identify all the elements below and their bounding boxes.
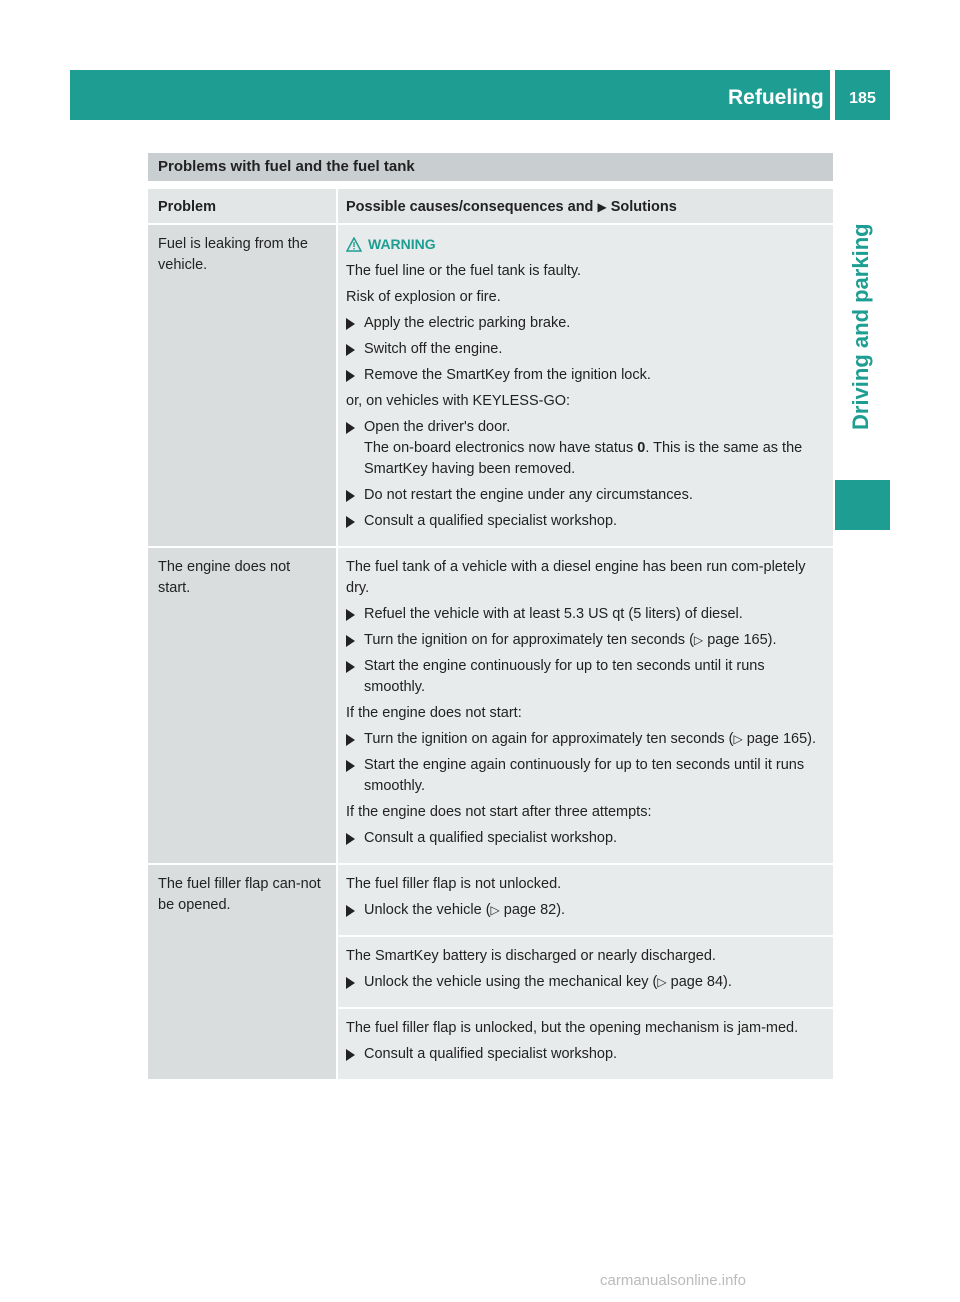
arrow-icon: ▶ (597, 200, 607, 214)
problem-cell: Fuel is leaking from the vehicle. (148, 225, 336, 548)
list-item: Refuel the vehicle with at least 5.3 US qt (5 liters) of diesel. (346, 604, 827, 625)
list-item: Unlock the vehicle (▷ page 82). (346, 900, 827, 921)
step-arrow-icon (346, 977, 355, 989)
list-item: Turn the ignition on again for approximately ten seconds (▷ page 165). (346, 729, 827, 750)
problems-table (148, 189, 833, 1081)
col-header-solutions: Possible causes/consequences and ▶ Solutions (338, 189, 833, 225)
table-row (148, 548, 833, 865)
step-arrow-icon (346, 905, 355, 917)
page-ref-icon: ▷ (657, 975, 667, 989)
chapter-marker (835, 480, 890, 530)
page-ref-icon: ▷ (733, 732, 743, 746)
step-arrow-icon (346, 516, 355, 528)
page-ref-icon: ▷ (693, 633, 704, 647)
step-arrow-icon (346, 833, 355, 845)
solution-cell: The SmartKey battery is discharged or nearly discharged. Unlock the vehicle using the mechanical key (▷ page 84). (338, 937, 833, 1009)
warning-label: WARNING (346, 234, 827, 255)
step-arrow-icon (346, 370, 355, 382)
list-item: Turn the ignition on for approximately ten seconds (▷ page 165). (346, 630, 827, 651)
warning-icon (346, 237, 362, 252)
step-arrow-icon (346, 635, 355, 647)
footer-watermark[interactable]: carmanualsonline.info (600, 1272, 746, 1289)
list-item: Start the engine again continuously for up to ten seconds until it runs smoothly. (346, 755, 827, 797)
section-title: Problems with fuel and the fuel tank (148, 153, 833, 181)
problem-cell: The engine does not start. (148, 548, 336, 865)
col-header-problem: Problem (148, 189, 336, 225)
list-item: Remove the SmartKey from the ignition lock. (346, 365, 827, 386)
step-arrow-icon (346, 490, 355, 502)
table-row (148, 225, 833, 548)
page-ref-icon: ▷ (490, 903, 500, 917)
step-arrow-icon (346, 344, 355, 356)
list-item: Start the engine continuously for up to ten seconds until it runs smoothly. (346, 656, 827, 698)
step-arrow-icon (346, 422, 355, 434)
step-arrow-icon (346, 318, 355, 330)
step-arrow-icon (346, 661, 355, 673)
solution-cell: The fuel tank of a vehicle with a diesel engine has been run com-pletely dry. Refuel the vehicle with at least 5.3 US qt (5 liters) of diesel. Turn the ignition on for approximately ten seconds (▷ page 165). Start the engine continuously for up to ten seconds until it runs smoothly. If the engine does not start: Turn the ignition on again for approximately ten seconds (▷ page 165). Start the engine again continuously for up to ten seconds until it runs smoothly. If the engine does not start after three attempts: Consult a qualified specialist workshop. (338, 548, 833, 865)
chapter-label-text: Driving and parking (848, 223, 873, 430)
table-row (148, 865, 833, 1081)
list-item: Do not restart the engine under any circumstances. (346, 485, 827, 506)
solution-cell: The fuel filler flap is not unlocked. Unlock the vehicle (▷ page 82). (338, 865, 833, 937)
page-title: Refueling (728, 86, 824, 109)
list-item: Consult a qualified specialist workshop. (346, 828, 827, 849)
list-item: Open the driver's door. The on-board electronics now have status 0. This is the same as the SmartKey having been removed. (346, 417, 827, 480)
step-arrow-icon (346, 1049, 355, 1061)
table-header (148, 189, 833, 225)
step-arrow-icon (346, 760, 355, 772)
list-item: Consult a qualified specialist workshop. (346, 1044, 827, 1065)
solution-cell: The fuel filler flap is unlocked, but the opening mechanism is jam-med. Consult a qualified specialist workshop. (338, 1009, 833, 1081)
list-item: Apply the electric parking brake. (346, 313, 827, 334)
solution-cell-group (338, 865, 833, 1081)
page-number: 185 (835, 70, 890, 120)
problem-cell: The fuel filler flap can-not be opened. (148, 865, 336, 1081)
step-arrow-icon (346, 734, 355, 746)
header-bar (70, 70, 830, 120)
list-item: Switch off the engine. (346, 339, 827, 360)
step-arrow-icon (346, 609, 355, 621)
list-item: Unlock the vehicle using the mechanical key (▷ page 84). (346, 972, 827, 993)
list-item: Consult a qualified specialist workshop. (346, 511, 827, 532)
solution-cell: WARNING The fuel line or the fuel tank is faulty. Risk of explosion or fire. Apply the electric parking brake. Switch off the engine. Remove the SmartKey from the ignition lock. or, on vehicles with KEYLESS-GO: Open the driver's door. The on-board electronics now have status 0. This is the same as the SmartKey having been removed. Do not restart the engine under any circumstances. Consult a qualified specialist workshop. (338, 225, 833, 548)
